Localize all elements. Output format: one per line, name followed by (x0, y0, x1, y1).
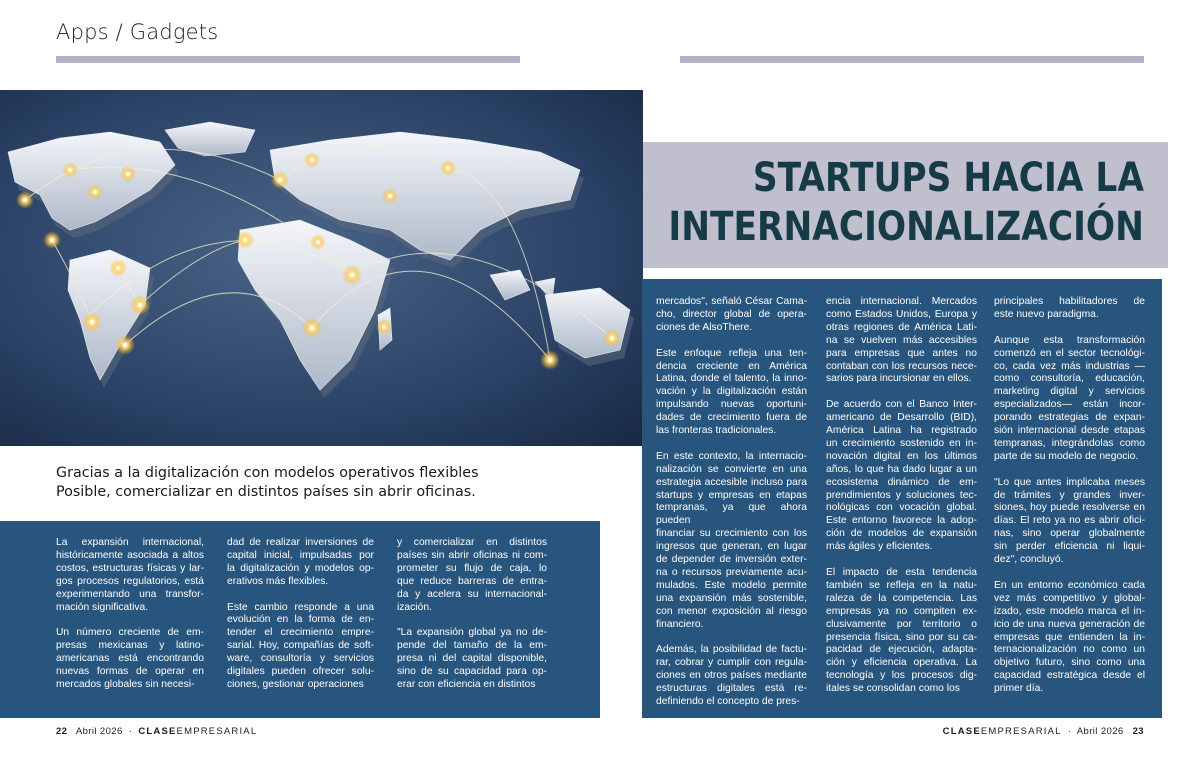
article-column-5 (826, 296, 977, 709)
text-line: sión internacional desde etapas (994, 425, 1145, 437)
headline-box (643, 142, 1168, 268)
footer-date-left: Abril 2026 (75, 726, 123, 737)
text-line: un crecimiento sostenido en in- (826, 437, 977, 449)
text-line: que reduce barreras de entra- (397, 575, 547, 587)
text-line: sino de su capacidad para op- (397, 666, 547, 678)
footer-date-right: Abril 2026 (1076, 726, 1124, 737)
text-line: icio de una nueva generación de (994, 618, 1145, 630)
text-line: ternacionalización no como un (994, 644, 1145, 656)
paragraph (826, 567, 977, 696)
paragraph (656, 348, 807, 438)
article-column-6 (994, 296, 1145, 709)
text-line: definiendo el concepto de pres- (656, 696, 800, 708)
text-line: rar, cobrar y cumplir con regula- (656, 657, 807, 669)
text-line: como Estados Unidos, Europa y (826, 308, 977, 320)
text-line: Aunque esta transformación (994, 334, 1145, 346)
footer-brand-bold-left: CLASE (138, 726, 177, 737)
footer-separator-left: · (128, 726, 133, 737)
text-line: nuevas formas de operar en (56, 666, 204, 678)
text-line: ciones de AlsoThere. (656, 321, 753, 333)
text-line: Este enfoque refleja una ten- (656, 347, 807, 359)
headline-line-2: INTERNACIONALIZACIÓN (668, 204, 1144, 250)
text-line: tempranas, ya que ahora pueden (656, 502, 807, 527)
headline-line-1: STARTUPS HACIA LA (752, 155, 1144, 201)
subheadline-line-1: Gracias a la digitalización con modelos operativos flexibles (56, 465, 479, 481)
paragraph (656, 644, 807, 709)
text-line: pende del tamaño de la em- (397, 640, 547, 652)
text-line: pacidad de ejecución, adapta- (826, 644, 977, 656)
paragraph (56, 537, 204, 614)
text-line: como consultoría, educación, (994, 373, 1145, 385)
text-line: La expansión internacional, (56, 537, 204, 548)
text-line: dades de crecimiento fuera de (656, 412, 807, 424)
paragraph (227, 602, 374, 692)
text-line: Este cambio responde a una (227, 601, 374, 613)
headline (668, 154, 1144, 252)
text-line: erativos más flexibles. (227, 575, 329, 587)
text-line: más ágiles y eficientes. (826, 541, 933, 553)
text-line: raleza de la competencia. Las (826, 592, 977, 604)
hero-image (0, 90, 643, 446)
paragraph (994, 477, 1145, 567)
text-line: mación significativa. (56, 601, 149, 613)
text-line: presa ni del capital disponible, (397, 653, 547, 665)
world-map-network-icon (0, 90, 643, 446)
text-line: con menor exposición al riesgo (656, 605, 807, 617)
text-line: ciones en otros países mediante (656, 670, 807, 682)
header-rule-right (680, 56, 1144, 63)
text-line: presas mexicanas y latino- (56, 640, 204, 652)
text-line: nas, sino operar globalmente (994, 528, 1145, 540)
text-line: "La expansión global ya no de- (397, 627, 547, 639)
text-line: días. El reto ya no es abrir ofici- (994, 515, 1145, 527)
paragraph (656, 451, 807, 632)
text-line: ingresos que generan, en lugar (656, 541, 807, 553)
text-line: de depender de inversión exter- (656, 554, 807, 566)
text-line: nalización se convierte en una (656, 463, 807, 475)
text-line: dad de realizar inversiones de (227, 537, 374, 548)
text-line: cho, director global de opera- (656, 308, 807, 320)
text-line: prometer su flujo de caja, lo (397, 562, 547, 574)
text-line: para empresas que antes no (826, 347, 977, 359)
text-line: co, cada vez más industrias — (994, 360, 1145, 372)
text-line: mercados", señaló César Cama- (656, 296, 807, 307)
article-column-1 (56, 537, 204, 705)
page-number-left: 22 (56, 726, 68, 737)
text-line: Latina, donde el talento, la inno- (656, 373, 807, 385)
article-column-4 (656, 296, 807, 722)
text-line: Este entorno favorece la adop- (826, 515, 977, 527)
text-line: Un número creciente de em- (56, 627, 204, 639)
text-line: otras regiones de América Lati- (826, 321, 977, 333)
header-rule-left (56, 56, 520, 63)
paragraph (994, 296, 1145, 322)
article-column-3 (397, 537, 547, 705)
text-line: encia internacional. Mercados (826, 296, 977, 307)
text-line: startups y empresas en etapas (656, 489, 807, 501)
text-line: tender el crecimiento empre- (227, 627, 374, 639)
section-title: Apps / Gadgets (56, 20, 219, 44)
text-line: ecosistema dinámico de em- (826, 476, 977, 488)
text-line: En este contexto, la internacio- (656, 450, 807, 462)
text-line: de trámites y grandes inver- (994, 489, 1145, 501)
text-line: De acuerdo con el Banco Inter- (826, 399, 977, 411)
text-line: una expansión más sostenible, (656, 592, 807, 604)
text-line: también se refleja en la natu- (826, 579, 977, 591)
text-line: financiero. (656, 618, 704, 630)
text-line: prendimientos y soluciones tec- (826, 489, 977, 501)
paragraph (56, 627, 204, 692)
text-line: financiar su crecimiento con los (656, 528, 807, 540)
text-line: sarios para incursionar en ellos. (826, 373, 972, 385)
text-line: sin perder eficiencia ni liqui- (994, 541, 1145, 553)
footer-right (943, 726, 1144, 737)
text-line: gos procesos regulatorios, está (56, 575, 204, 587)
text-line: Además, la posibilidad de factu- (656, 644, 807, 656)
footer-brand-regular-left: EMPRESARIAL (176, 726, 258, 737)
paragraph (826, 296, 977, 386)
text-line: comenzó en el sector tecnológi- (994, 347, 1145, 359)
text-line: da y acelera su internacional- (397, 588, 547, 600)
text-line: capital inicial, impulsadas por (227, 549, 374, 561)
paragraph (656, 296, 807, 335)
page-number-right: 23 (1132, 726, 1144, 737)
text-line: experimentando una transfor- (56, 588, 204, 600)
paragraph (397, 537, 547, 614)
text-line: este nuevo paradigma. (994, 308, 1099, 320)
text-line: "Lo que antes implicaba meses (994, 476, 1145, 488)
text-line: las fronteras tradicionales. (656, 425, 777, 437)
text-line: principales habilitadores de (994, 296, 1145, 307)
text-line: tempranas, integrándolas como (994, 437, 1145, 449)
text-line: itales se consolidan como los (826, 683, 960, 695)
text-line: americano de Desarrollo (BID), (826, 412, 977, 424)
text-line: costos, estructuras físicas y lar- (56, 562, 204, 574)
text-line: erar con eficiencia en distintos (397, 678, 536, 690)
paragraph (826, 399, 977, 554)
text-line: América Latina ha registrado (826, 425, 977, 437)
footer-left (56, 726, 257, 737)
text-line: ware, consultoría y servicios (227, 653, 374, 665)
footer-brand-bold-right: CLASE (942, 726, 981, 737)
text-line: mulados. Este modelo permite (656, 579, 807, 591)
text-line: vez más competitivo y global- (994, 592, 1145, 604)
text-line: estructuras digitales está re- (656, 683, 807, 695)
text-line: primer día. (994, 683, 1044, 695)
subheadline-line-2: Posible, comercializar en distintos países sin abrir oficinas. (56, 484, 476, 500)
text-line: empresas ya no compiten ex- (826, 605, 977, 617)
text-line: históricamente asociada a altos (56, 549, 204, 561)
text-line: años, lo que ha dado lugar a un (826, 463, 977, 475)
text-line: novación digital en los últimos (826, 450, 977, 462)
paragraph (994, 335, 1145, 464)
text-line: El impacto de esta tendencia (826, 567, 977, 578)
footer-brand-regular-right: EMPRESARIAL (980, 726, 1062, 737)
text-line: empresas que entienden la in- (994, 631, 1145, 643)
text-line: vación y la digitalización están (656, 386, 807, 398)
text-line: capacidad estratégica desde el (994, 670, 1145, 682)
text-line: dez", concluyó. (994, 554, 1064, 566)
text-line: clusivamente por territorio o (826, 618, 977, 630)
text-line: ciones, gestionar operaciones (227, 678, 364, 690)
text-line: En un entorno económico cada (994, 579, 1145, 591)
text-line: marketing digital y servicios (994, 386, 1145, 398)
footer-separator-right: · (1067, 726, 1072, 737)
text-line: contaban con los recursos nece- (826, 360, 977, 372)
text-line: la digitalización y modelos op- (227, 562, 374, 574)
text-line: na se vuelven más accesibles (826, 334, 977, 346)
text-line: parte de su modelo de negocio. (994, 450, 1139, 462)
subheadline (56, 464, 596, 502)
text-line: sarial. Hoy, compañías de soft- (227, 640, 374, 652)
text-line: y comercializar en distintos (397, 537, 547, 548)
text-line: estrategia accesible incluso para (656, 476, 807, 488)
text-line: izado, este modelo marca el in- (994, 605, 1145, 617)
text-line: dencia creciente en América (656, 360, 807, 372)
text-line: digitales pueden ofrecer solu- (227, 666, 374, 678)
text-line: ción de modelos de expansión (826, 528, 977, 540)
paragraph (994, 580, 1145, 696)
text-line: especializados— están incor- (994, 399, 1145, 411)
text-line: mercados globales sin necesi- (56, 678, 195, 690)
text-line: presencia física, sino por su ca- (826, 631, 977, 643)
article-column-2 (227, 537, 374, 705)
text-line: nológicas con vocación global. (826, 502, 977, 514)
text-line: tecnología y los procesos dig- (826, 670, 977, 682)
text-line: impulsando nuevas oportuni- (656, 399, 807, 411)
text-line: países sin abrir oficinas ni com- (397, 549, 547, 561)
text-line: na o recursos previamente acu- (656, 567, 807, 578)
text-line: siones, hoy puede resolverse en (994, 502, 1145, 514)
paragraph (397, 627, 547, 692)
text-line: evolución en la forma de en- (227, 614, 374, 626)
text-line: americanas está encontrando (56, 653, 204, 665)
text-line: porando estrategias de expan- (994, 412, 1145, 424)
text-line: ción y eficiencia operativa. La (826, 657, 977, 669)
text-line: ización. (397, 601, 432, 613)
paragraph (227, 537, 374, 589)
text-line: objetivo futuro, sino como una (994, 657, 1145, 669)
